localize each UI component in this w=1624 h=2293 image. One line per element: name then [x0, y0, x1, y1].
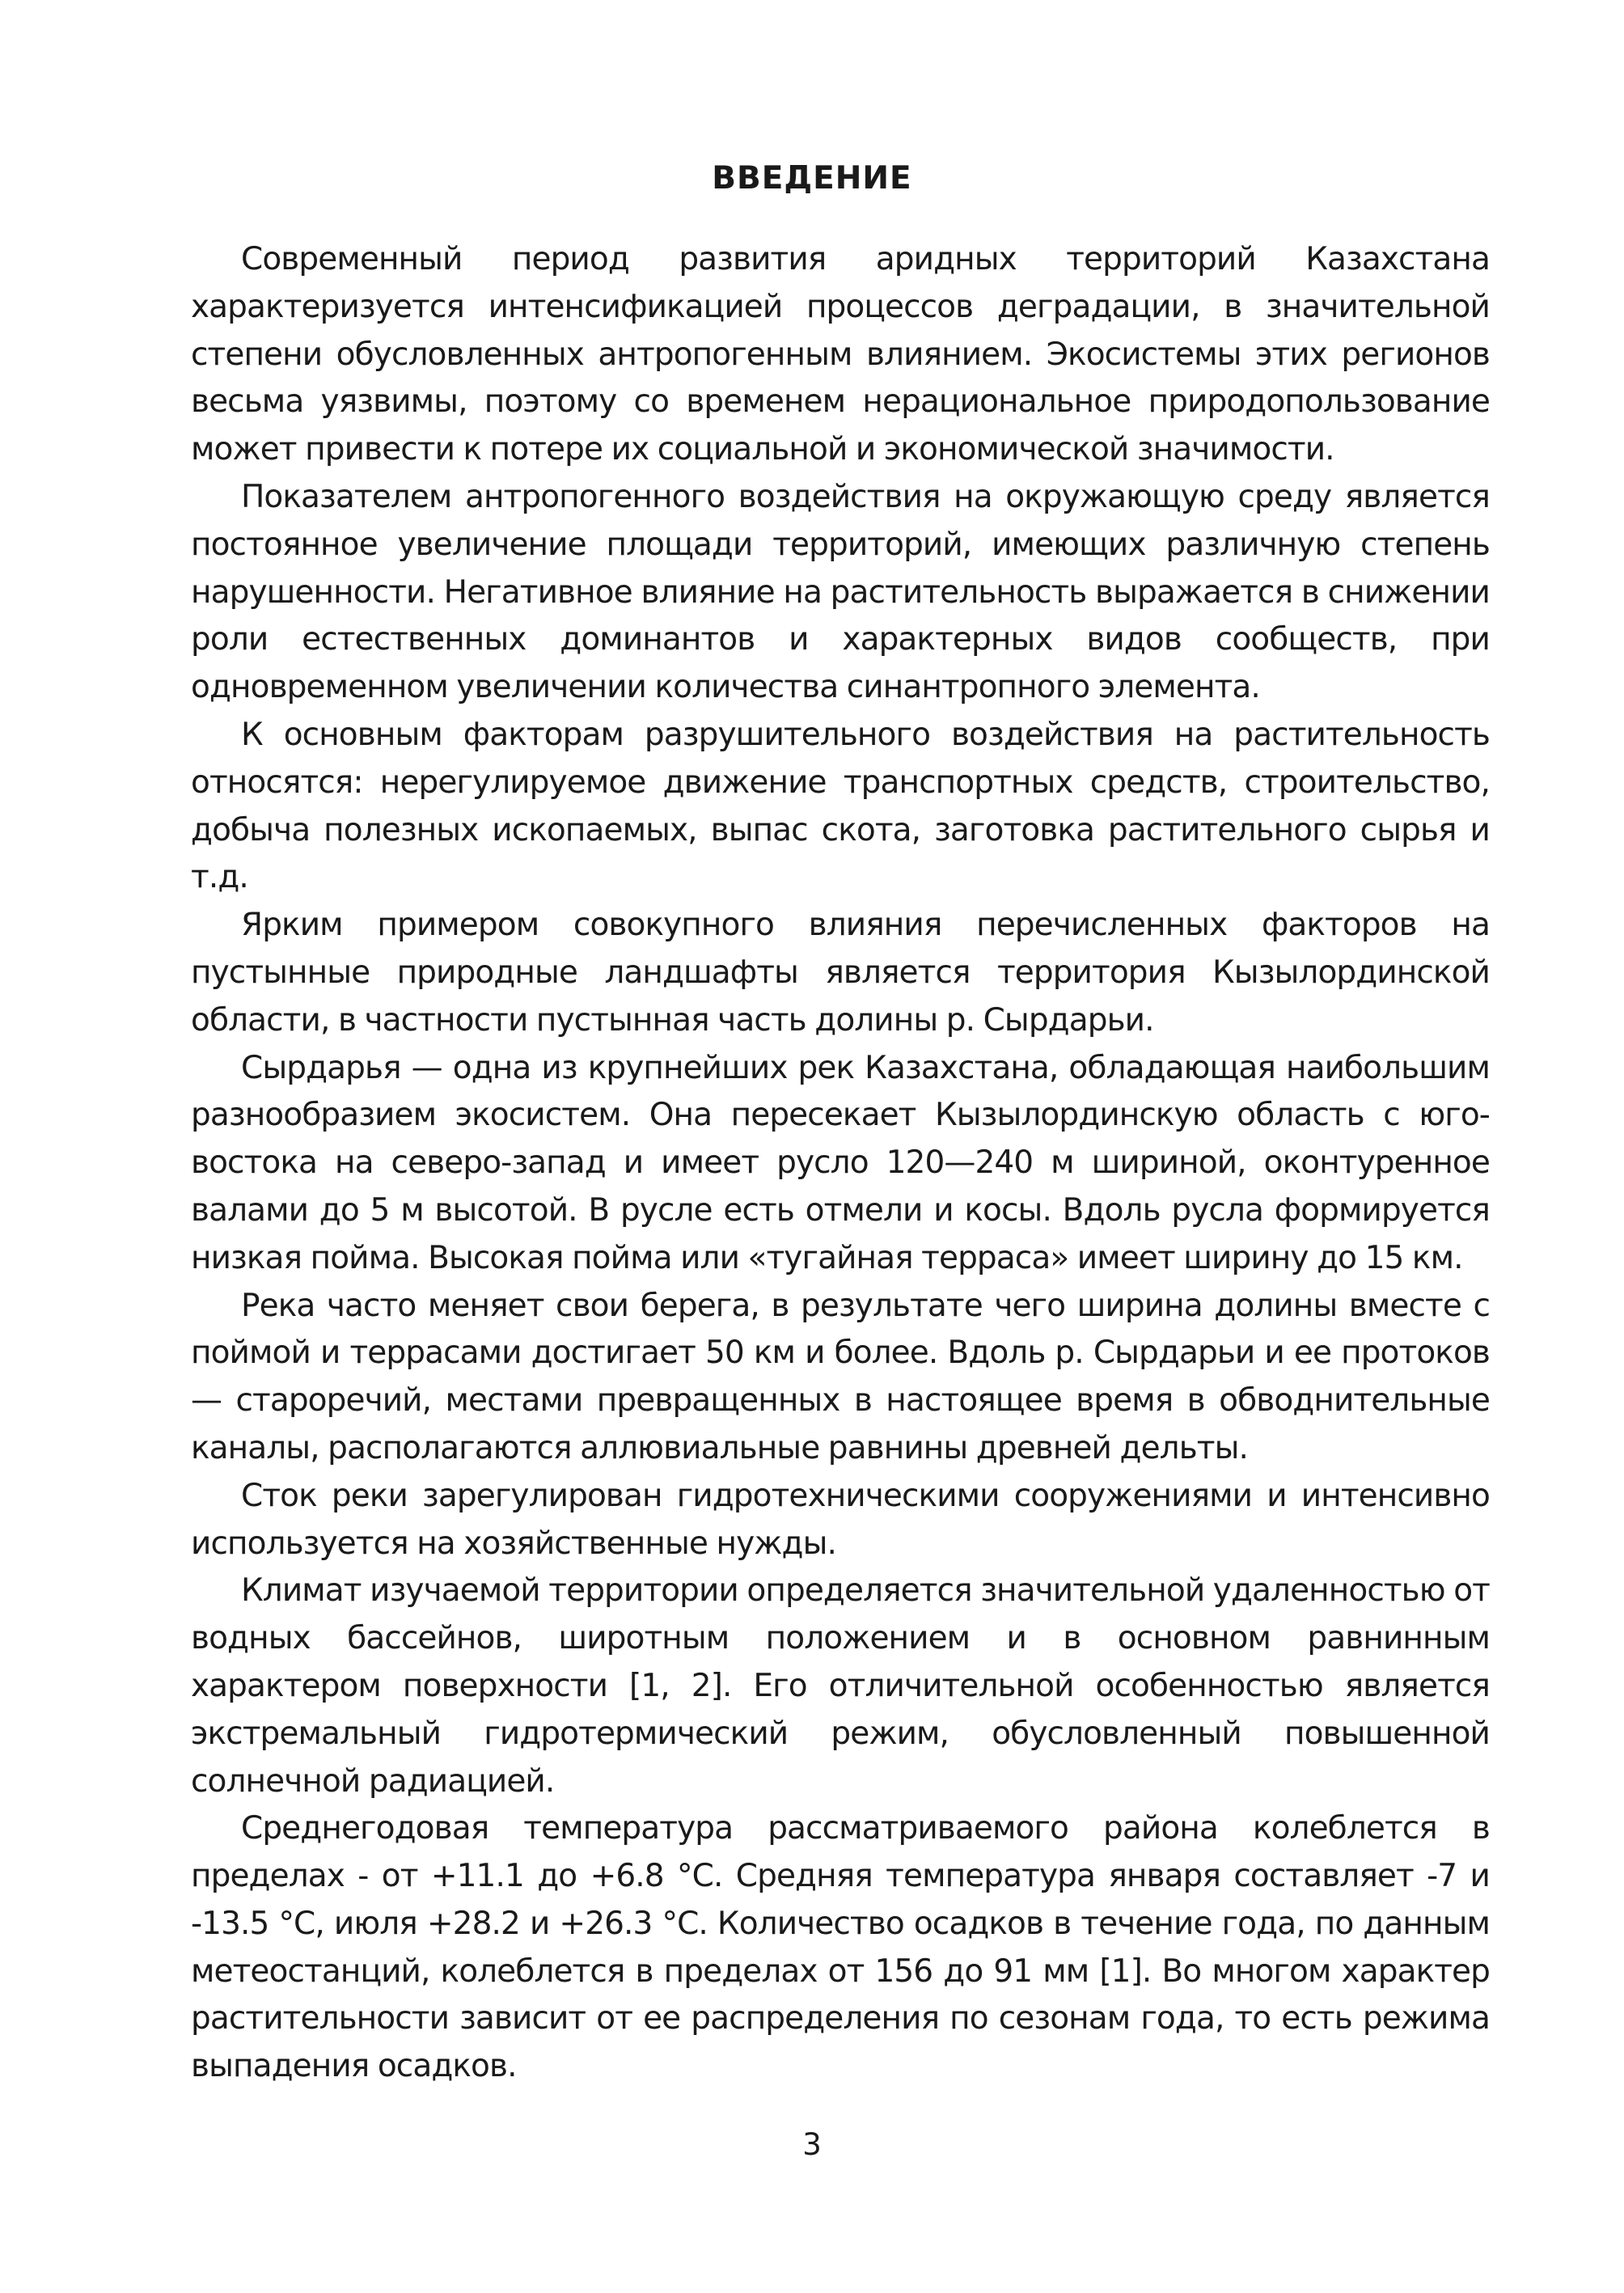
paragraph-8: Климат изучаемой территории определяется значительной удаленностью от водных бассейнов, широтным положением и в основном равнинным характером поверхности [1, 2]. Его отличительной особенностью является экстремальный гидротермический режим, обусловленный повышенной солнечной радиацией.: [191, 1572, 1490, 1800]
paragraph-1: Современный период развития аридных территорий Казахстана характеризуется интенсификацией процессов деградации, в значительной степени обусловленных антропогенным влиянием. Экосистемы этих регионов весьма уязвимы, поэтому со временем нерациональное природопользование может привести к потере их социальной и экономической значимости.: [191, 241, 1490, 468]
paragraph-5: Сырдарья — одна из крупнейших рек Казахстана, обладающая наибольшим разнообразием экосистем. Она пересекает Кызылординскую область с юго-востока на северо-запад и имеет русло 120—240 м шириной, оконтуренное валами до 5 м высотой. В русле есть отмели и косы. Вдоль русла формируется низкая пойма. Высокая пойма или «тугайная терраса» имеет ширину до 15 км.: [191, 1049, 1490, 1276]
paragraph-7: Сток реки зарегулирован гидротехническими сооружениями и интенсивно используется на хозяйственные нужды.: [191, 1477, 1490, 1562]
paragraph-2: Показателем антропогенного воздействия на окружающую среду является постоянное увеличение площади территорий, имеющих различную степень нарушенности. Негативное влияние на растительность выражается в снижении роли естественных доминантов и характерных видов сообществ, при одновременном увеличении количества синантропного элемента.: [191, 478, 1490, 706]
paragraph-6: Река часто меняет свои берега, в результате чего ширина долины вместе с поймой и террасами достигает 50 км и более. Вдоль р. Сырдарьи и ее протоков — староречий, местами превращенных в настоящее время в обводнительные каналы, располагаются аллювиальные равнины древней дельты.: [191, 1287, 1490, 1466]
body-text: [191, 236, 1490, 2091]
paragraph-9: Среднегодовая температура рассматриваемого района колеблется в пределах - от +11.1 до +6.8 °С. Средняя температура января составляет -7 и -13.5 °С, июля +28.2 и +26.3 °С. Количество осадков в течение года, по данным метеостанций, колеблется в пределах от 156 до 91 мм [1]. Во многом характер растительности зависит от ее распределения по сезонам года, то есть режима выпадения осадков.: [191, 1810, 1490, 2085]
paragraph-4: Ярким примером совокупного влияния перечисленных факторов на пустынные природные ландшафты является территория Кызылординской области, в частности пустынная часть долины р. Сырдарьи.: [191, 907, 1490, 1039]
page-number: 3: [802, 2127, 822, 2162]
page-title: ВВЕДЕНИЕ: [712, 160, 912, 197]
paragraph-3: К основным факторам разрушительного воздействия на растительность относятся: нерегулируемое движение транспортных средств, строительство, добыча полезных ископаемых, выпас скота, заготовка растительного сырья и т.д.: [191, 716, 1490, 896]
